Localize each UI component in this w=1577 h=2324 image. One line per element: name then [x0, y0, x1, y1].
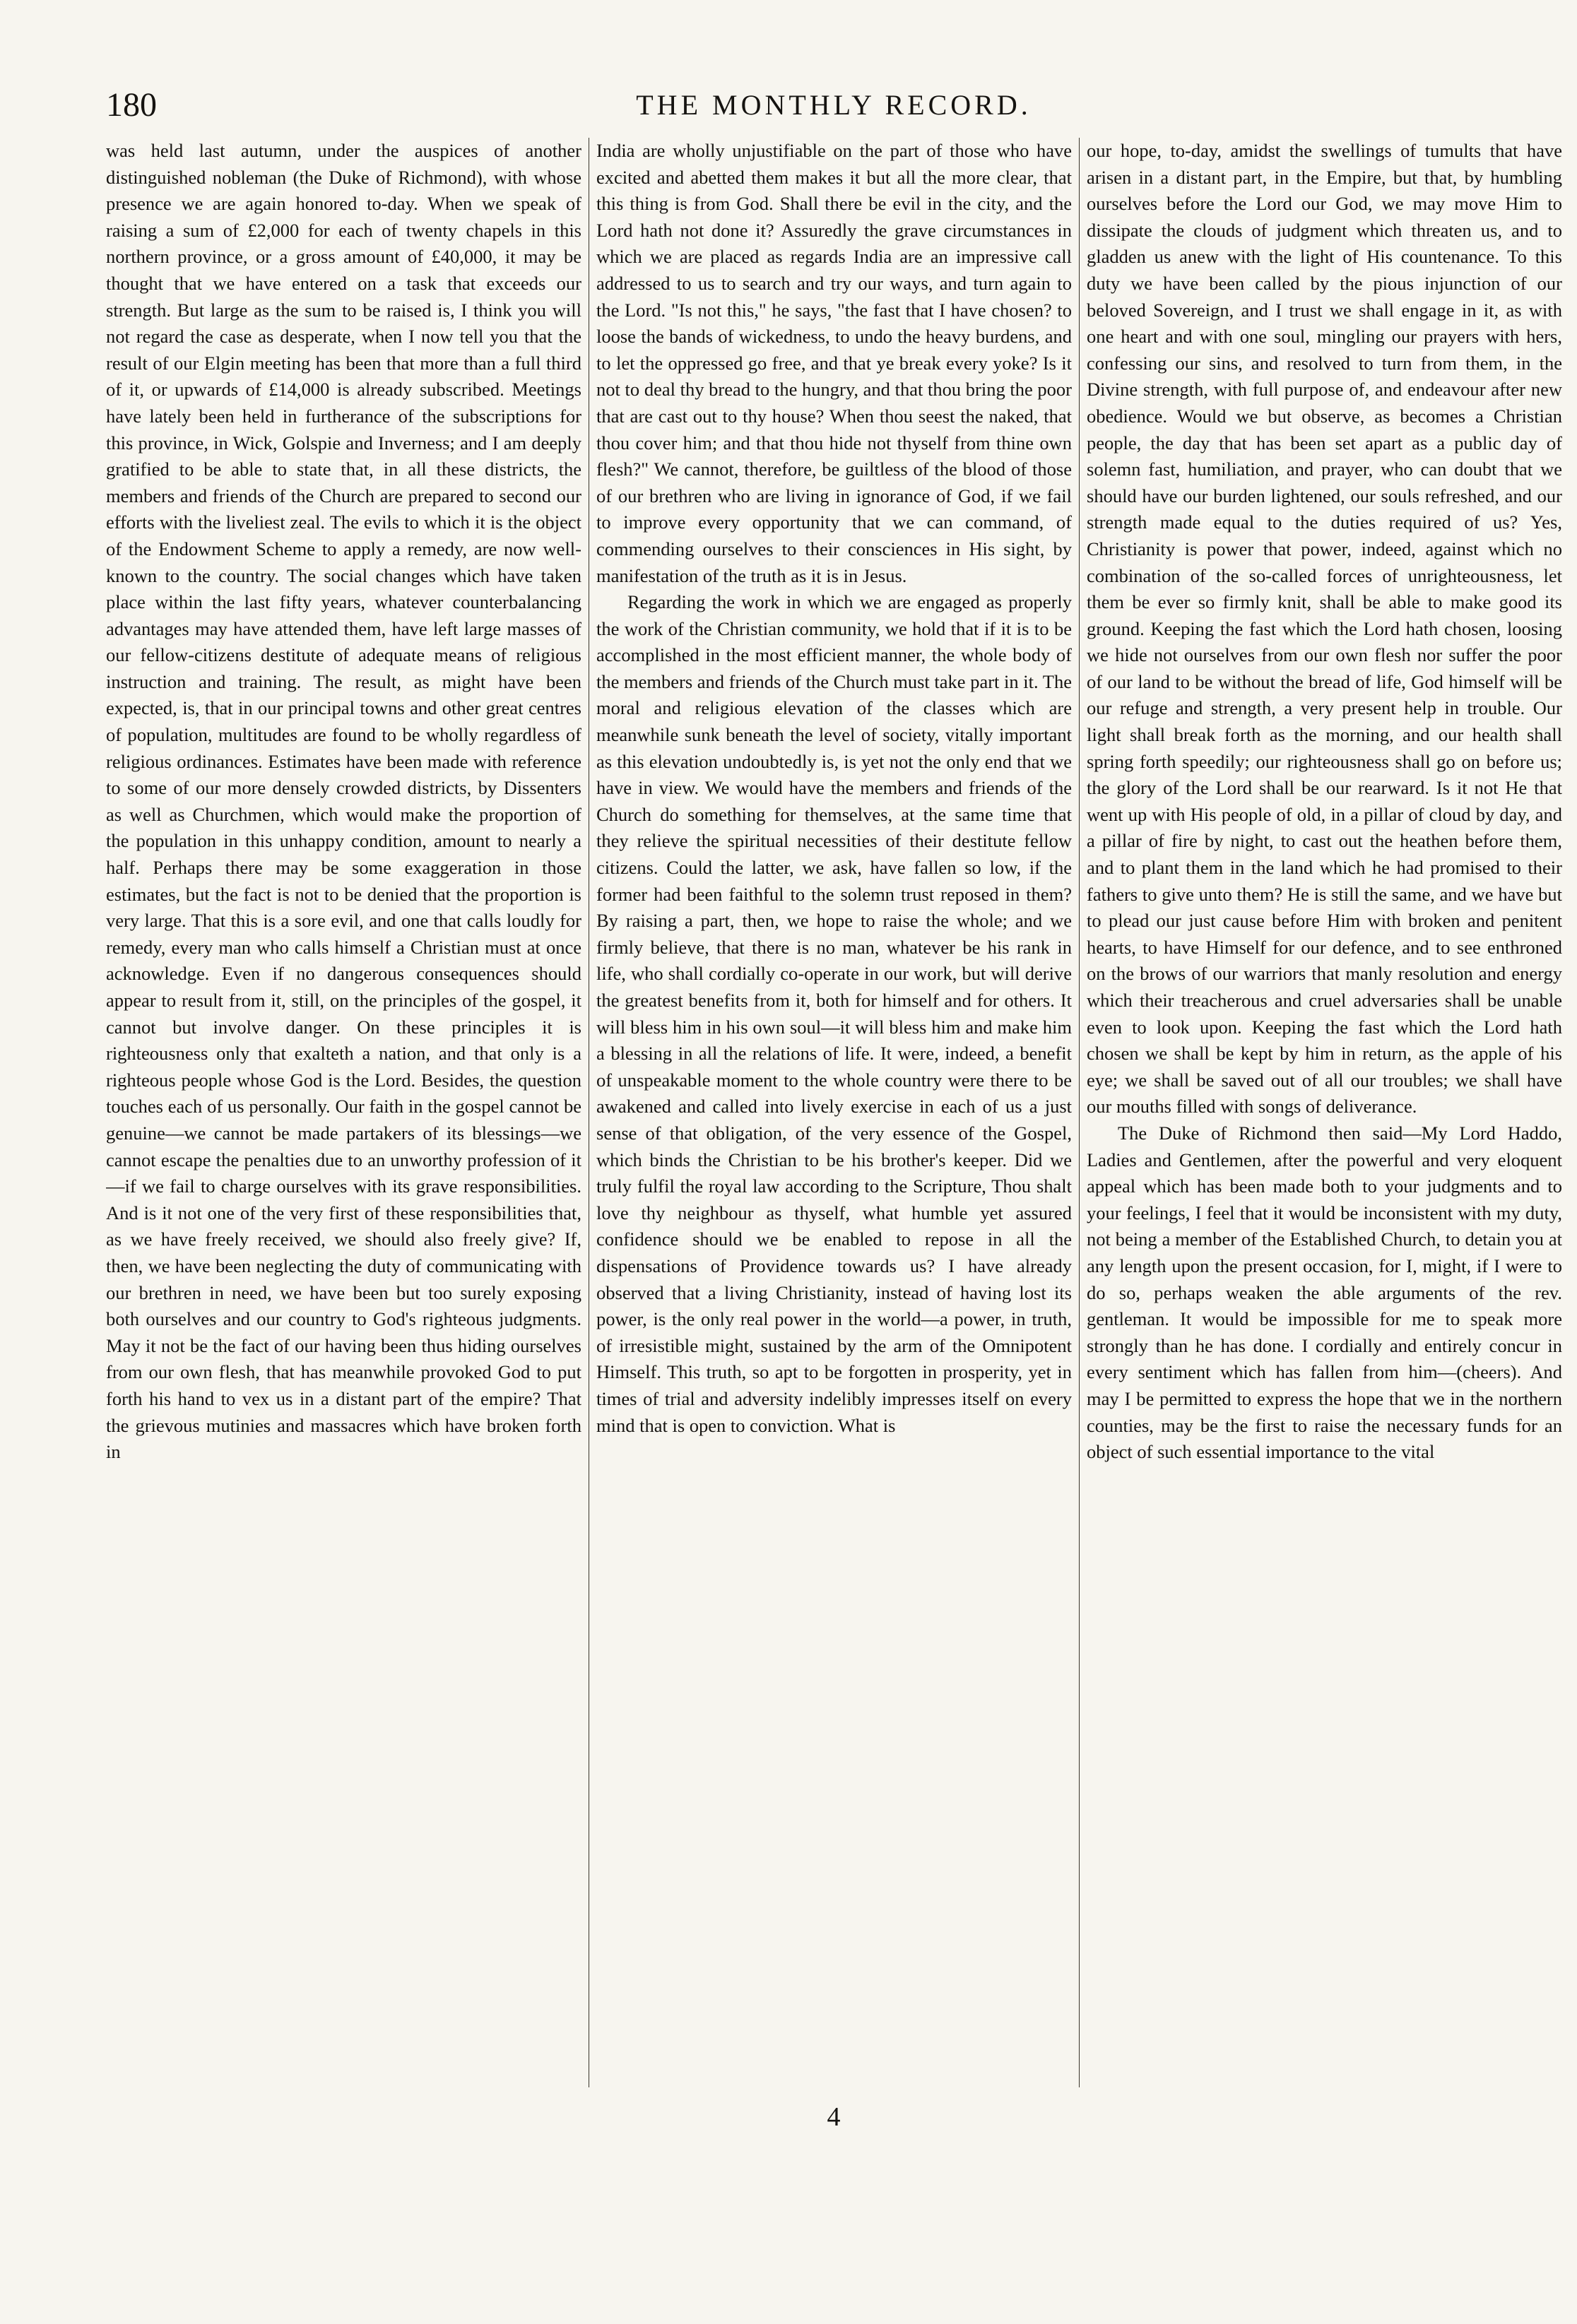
running-head [106, 81, 1561, 131]
page [106, 81, 1562, 2132]
column-right-paragraph-1: our hope, to-day, amidst the swellings of tumults that have arisen in a distant part, in the Empire, but that, by humbling ourselves before the Lord our God, we may move Him to dissipate the clouds of judgment which threaten us, and to gladden us anew with the light of His countenance. To this duty we have been called by the pious injunction of our beloved Sovereign, and I trust we shall engage in it, as with one heart and with one soul, mingling our prayers with hers, confessing our sins, and resolved to turn from them, in the Divine strength, with full purpose of, and endeavour after new obedience. Would we but observe, as becomes a Christian people, the day that has been set apart as a public day of solemn fast, humiliation, and prayer, who can doubt that we should have our burden lightened, our souls refreshed, and our strength made equal to the duties required of us? Yes, Christianity is power that power, indeed, against which no combination of the so-called forces of unrighteousness, let them be ever so firmly knit, shall be able to make good its ground. Keeping the fast which the Lord hath chosen, loosing we hide not ourselves from our own flesh nor suffer the poor of our land to be without the bread of life, God himself will be our refuge and strength, a very present help in trouble. Our light shall break forth as the morning, and our health shall spring forth speedily; our righteousness shall go on before us; the glory of the Lord shall be our rearward. Is it not He that went up with His people of old, in a pillar of cloud by day, and a pillar of fire by night, to cast out the heathen before them, and to plant them in the land which he had promised to their fathers to give unto them? He is still the same, and we have but to plead our just cause before Him with broken and penitent hearts, to have Himself for our defence, and to see enthroned on the brows of our warriors that manly resolution and energy which their treacherous and cruel adversaries shall be unable even to look upon. Keeping the fast which the Lord hath chosen we shall be kept by him in return, as the apple of his eye; we shall be saved out of all our troubles; we shall have our mouths filled with songs of deliverance. [1087, 140, 1562, 1117]
signature-mark: 4 [827, 2102, 841, 2132]
column-left-paragraph-1: was held last autumn, under the auspices of another distinguished nobleman (the Duke of Richmond), with whose presence we are again honored to-day. When we speak of raising a sum of £2,000 for each of twenty chapels in this northern province, or a gross amount of £40,000, it may be thought that we have entered on a task that exceeds our strength. But large as the sum to be raised is, I think you will not regard the case as desperate, when I now tell you that the result of our Elgin meeting has been that more than a full third of it, or upwards of £14,000 is already subscribed. Meetings have lately been held in furtherance of the subscriptions for this province, in Wick, Golspie and Inverness; and I am deeply gratified to be able to state that, in all these districts, the members and friends of the Church are prepared to second our efforts with the liveliest zeal. The evils to which it is the object of the Endowment Scheme to apply a remedy, are now well-known to the country. The social changes which have taken place within the last fifty years, whatever counterbalancing advantages may have attended them, have left large masses of our fellow-citizens destitute of adequate means of religious instruction and training. The result, as might have been expected, is, that in our principal towns and other great centres of population, multitudes are found to be wholly regardless of religious ordinances. Estimates have been made with reference to some of our more densely crowded districts, by Dissenters as well as Churchmen, which would make the proportion of the population in this unhappy condition, amount to nearly a half. Perhaps there may be some exaggeration in those estimates, but the fact is not to be denied that the proportion is very large. That this is a sore evil, and one that calls loudly for remedy, every man who calls himself a Christian must at once acknowledge. Even if no dangerous consequences should appear to result from it, still, on the principles of the gospel, it cannot but involve danger. On these principles it is righteousness only that exalteth a nation, and that only is a righteous people whose God is the Lord. Besides, the question touches each of us personally. Our faith in the gospel cannot be genuine—we cannot be made partakers of its blessings—we cannot escape the penalties due to an unworthy profession of it—if we fail to charge ourselves with its grave responsibilities. And is it not one of the very first of these responsibilities that, as we have freely received, we should also freely give? If, then, we have been neglecting the duty of communicating with our brethren in need, we have been but too surely exposing both ourselves and our country to God's righteous judgments. May it not be the fact of our having been thus hiding ourselves from our own flesh, that has meanwhile provoked God to put forth his hand to vex us in a distant part of the empire? That the grievous mutinies and massacres which have broken forth in [106, 140, 581, 1463]
column-left [106, 138, 581, 2087]
journal-title: THE MONTHLY RECORD. [636, 89, 1032, 121]
column-rule-right [1079, 138, 1080, 2087]
column-right [1087, 138, 1562, 2087]
page-number: 180 [106, 86, 157, 124]
text-columns [106, 138, 1561, 2087]
column-middle-paragraph-2: Regarding the work in which we are engaged as properly the work of the Christian community, we hold that if it is to be accomplished in the most efficient manner, the whole body of the members and friends of the Church must take part in it. The moral and religious elevation of the classes which are meanwhile sunk beneath the level of society, vitally important as this elevation undoubtedly is, is yet not the only end that we have in view. We would have the members and friends of the Church do something for themselves, at the same time that they relieve the spiritual necessities of their destitute fellow citizens. Could the latter, we ask, have fallen so low, if the former had been faithful to the solemn trust reposed in them? By raising a part, then, we hope to raise the whole; and we firmly believe, that there is no man, whatever be his rank in life, who shall cordially co-operate in our work, but will derive the greatest benefits from it, both for himself and for others. It will bless him in his own soul—it will bless him and make him a blessing in all the relations of life. It were, indeed, a benefit of unspeakable moment to the whole country were there to be awakened and called into lively exercise in each of us a just sense of that obligation, of the very essence of the Gospel, which binds the Christian to be his brother's keeper. Did we truly fulfil the royal law according to the Scripture, Thou shalt love thy neighbour as thyself, what humble yet assured confidence should we be enabled to repose in all the dispensations of Providence towards us? I have already observed that a living Christianity, instead of having lost its power, is the only real power in the world—a power, in truth, of irresistible might, sustained by the arm of the Omnipotent Himself. This truth, so apt to be forgotten in prosperity, yet in times of trial and adversity indelibly impresses itself on every mind that is open to conviction. What is [596, 591, 1072, 1436]
column-middle-paragraph-1: India are wholly unjustifiable on the part of those who have excited and abetted them makes it but all the more clear, that this thing is from God. Shall there be evil in the city, and the Lord hath not done it? Assuredly the grave circumstances in which we are placed as regards India are an impressive call addressed to us to search and try our ways, and turn again to the Lord. "Is not this," he says, "the fast that I have chosen? to loose the bands of wickedness, to undo the heavy burdens, and to let the oppressed go free, and that ye break every yoke? Is it not to deal thy bread to the hungry, and that thou bring the poor that are cast out to thy house? When thou seest the naked, that thou cover him; and that thou hide not thyself from thine own flesh?" We cannot, therefore, be guiltless of the blood of those of our brethren who are living in ignorance of God, if we fail to improve every opportunity that we can command, of commending ourselves to their consciences in His sight, by manifestation of the truth as it is in Jesus. [596, 140, 1072, 586]
column-middle [596, 138, 1072, 2087]
column-right-paragraph-2: The Duke of Richmond then said—My Lord Haddo, Ladies and Gentlemen, after the powerful and very eloquent appeal which has been made both to your judgments and to your feelings, I feel that it would be inconsistent with my duty, not being a member of the Established Church, to detain you at any length upon the present occasion, for I, might, if I were to do so, perhaps weaken the able arguments of the rev. gentleman. It would be impossible for me to speak more strongly than he has done. I cordially and entirely concur in every sentiment which has fallen from him—(cheers). And may I be permitted to express the hope that we in the northern counties, may be the first to raise the necessary funds for an object of such essential importance to the vital [1087, 1122, 1562, 1463]
